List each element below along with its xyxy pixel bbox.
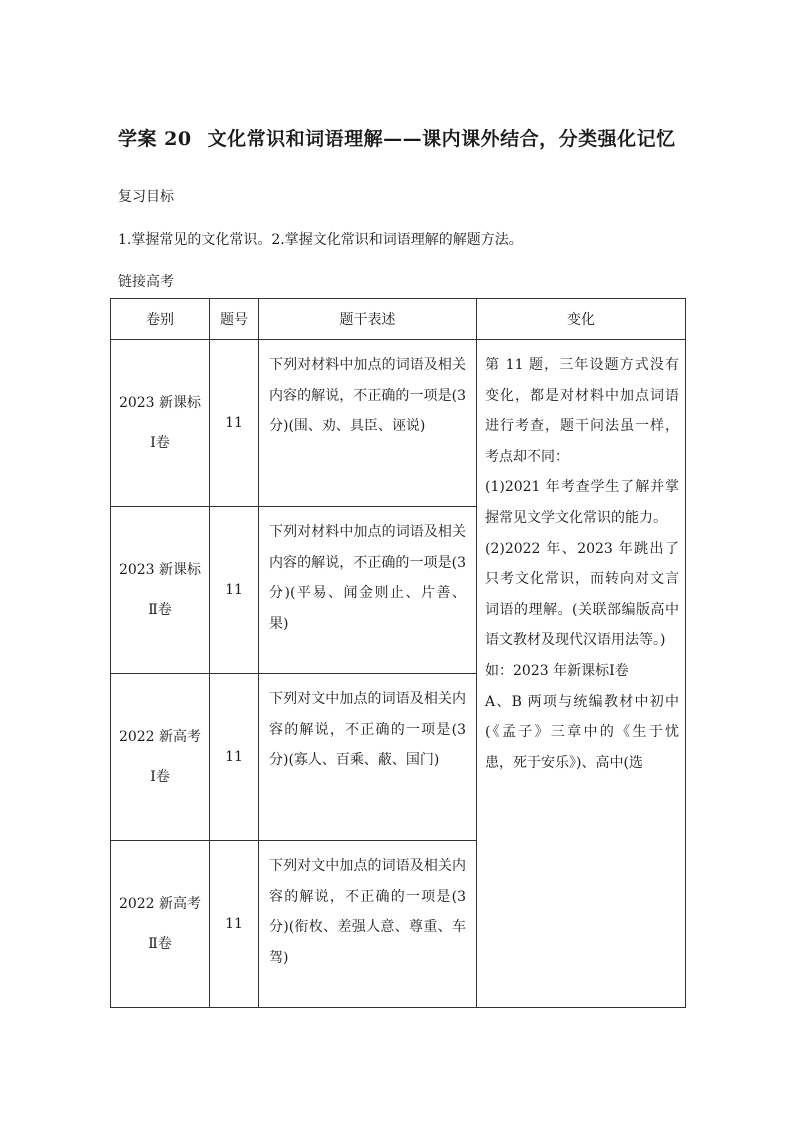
exam-table (110, 298, 686, 1008)
change-paragraph: A、B 两项与统编教材中初中(《孟子》三章中的《生于忧患，死于安乐》)、高中(选 (485, 693, 679, 771)
question-stem: 下列对文中加点的词语及相关内容的解说，不正确的一项是(3 分)(衔枚、差强人意、尊重、车驾) (259, 841, 477, 1008)
column-header-stem: 题干表述 (259, 299, 477, 340)
question-stem: 下列对材料中加点的词语及相关内容的解说，不正确的一项是(3 分)(围、劝、具臣、诬说) (259, 340, 477, 507)
lesson-title: 文化常识和词语理解——课内课外结合，分类强化记忆 (207, 128, 676, 150)
page-title (118, 124, 738, 151)
change-cell (477, 340, 686, 1008)
paper-line: Ⅰ卷 (150, 435, 170, 451)
question-stem: 下列对材料中加点的词语及相关内容的解说，不正确的一项是(3 分)(平易、闻金则止、片善、果) (259, 507, 477, 674)
paper-line: 2022 新高考 (118, 729, 202, 745)
change-paragraph: (1)2021 年考查学生了解并掌握常见文学文化常识的能力。 (485, 479, 679, 526)
question-stem: 下列对文中加点的词语及相关内容的解说，不正确的一项是(3 分)(寡人、百乘、蔽、国门) (259, 674, 477, 841)
paper-line: 2023 新课标 (118, 562, 202, 578)
paper-line: Ⅱ卷 (148, 936, 172, 952)
table-header-row (111, 299, 686, 340)
change-paragraph: (2)2022 年、2023 年跳出了只考文化常识，而转向对文言词语的理解。(关联部编版高中语文教材及现代汉语用法等。) (485, 540, 679, 649)
paper-line: 2023 新课标 (118, 395, 202, 411)
question-number: 11 (210, 841, 259, 1008)
question-number: 11 (210, 340, 259, 507)
column-header-change: 变化 (477, 299, 686, 340)
table-row (111, 340, 686, 507)
lesson-number: 学案 20 (118, 128, 192, 150)
review-heading: 复习目标 (118, 189, 174, 205)
change-paragraph: 第 11 题，三年设题方式没有变化，都是对材料中加点词语进行考查，题干问法虽一样，考点却不同： (485, 357, 679, 465)
paper-line: Ⅱ卷 (148, 602, 172, 618)
paper-cell (111, 507, 210, 674)
paper-line: Ⅰ卷 (150, 769, 170, 785)
paper-line: 2022 新高考 (118, 896, 202, 912)
paper-cell (111, 340, 210, 507)
link-heading: 链接高考 (118, 274, 174, 290)
question-number: 11 (210, 674, 259, 841)
question-number: 11 (210, 507, 259, 674)
paper-cell (111, 841, 210, 1008)
paper-cell (111, 674, 210, 841)
column-header-number: 题号 (210, 299, 259, 340)
review-goals: 1.掌握常见的文化常识。2.掌握文化常识和词语理解的解题方法。 (118, 232, 523, 248)
change-paragraph: 如：2023 年新课标Ⅰ卷 (485, 662, 629, 679)
column-header-paper: 卷别 (111, 299, 210, 340)
